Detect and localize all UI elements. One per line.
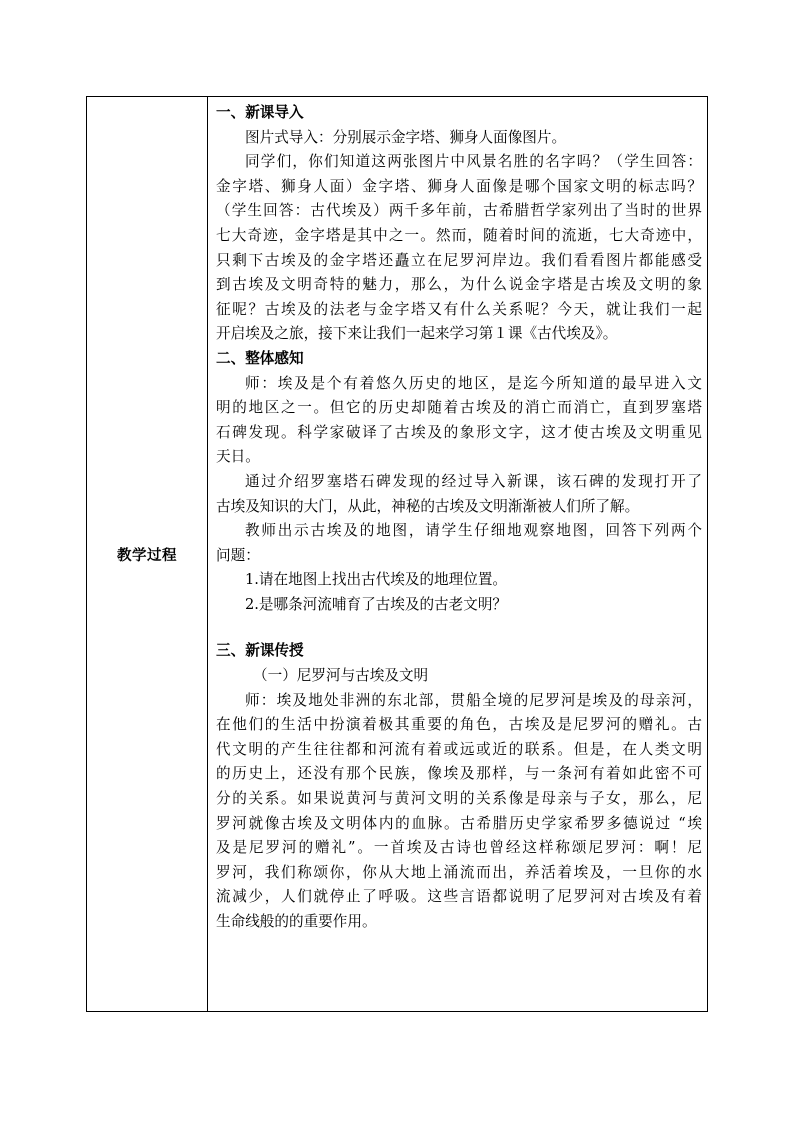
text-line: 师：埃及是个有着悠久历史的地区，是迄今所知道的最早进入文 — [245, 374, 702, 392]
text-line: 师：埃及地处非洲的东北部，贯船全境的尼罗河是埃及的母亲河， — [245, 691, 702, 709]
text-line: 生命线般的的重要作用。 — [216, 913, 377, 930]
column-divider — [207, 97, 208, 1011]
row-label-cell — [87, 97, 207, 1011]
text-line: 的历史上，还没有那个民族，像埃及那样，与一条河有着如此密不可 — [216, 765, 702, 783]
text-line: 通过介绍罗塞塔石碑发现的经过导入新课，该石碑的发现打开了 — [245, 472, 702, 490]
text-line: 到古埃及文明奇特的魅力，那么，为什么说金字塔是古埃及文明的象 — [216, 276, 702, 294]
text-line: 罗河就像古埃及文明体内的血脉。古希腊历史学家希罗多德说过 “埃 — [216, 814, 702, 832]
subsection-title: （一）尼罗河与古埃及文明 — [253, 667, 429, 685]
text-line: 问题： — [216, 546, 260, 564]
text-line: 只剩下古埃及的金字塔还矗立在尼罗河岸边。我们看看图片都能感受 — [216, 251, 702, 269]
text-line: 同学们，你们知道这两张图片中风景名胜的名字吗？（学生回答： — [245, 153, 702, 171]
text-line: 七大奇迹，金字塔是其中之一。然而，随着时间的流逝，七大奇迹中， — [216, 226, 702, 244]
text-line: 罗河，我们称颂你，你从大地上涌流而出，养活着埃及，一旦你的水 — [216, 863, 702, 881]
question-2: 2.是哪条河流哺育了古埃及的古老文明？ — [245, 595, 508, 613]
text-line: 开启埃及之旅，接下来让我们一起来学习第１课《古代埃及》。 — [216, 325, 618, 343]
row-label: 教学过程 — [117, 546, 177, 564]
text-line: 古埃及知识的大门，从此，神秘的古埃及文明渐渐被人们所了解。 — [216, 497, 640, 515]
text-line: 分的关系。如果说黄河与黄河文明的关系像是母亲与子女，那么，尼 — [216, 790, 702, 808]
text-line: 征呢？古埃及的法老与金字塔又有什么关系呢？今天，就让我们一起 — [216, 300, 702, 318]
text-line: 流减少，人们就停止了呼吸。这些言语都说明了尼罗河对古埃及有着 — [216, 888, 702, 906]
lesson-table — [86, 96, 708, 1012]
text-line: 及是尼罗河的赠礼”。一首埃及古诗也曾经这样称颂尼罗河：啊！尼 — [216, 839, 702, 857]
paragraph: 图片式导入：分别展示金字塔、狮身人面像图片。 — [245, 128, 567, 146]
question-1: 1.请在地图上找出古代埃及的地理位置。 — [245, 571, 508, 589]
section-heading-3: 三、新课传授 — [216, 642, 304, 660]
text-line: 石碑发现。科学家破译了古埃及的象形文字，这才使古埃及文明重见 — [216, 423, 702, 441]
text-line: （学生回答：古代埃及）两千多年前，古希腊哲学家列出了当时的世界 — [216, 202, 702, 220]
text-line: 在他们的生活中扮演着极其重要的角色，古埃及是尼罗河的赠礼。古 — [216, 716, 702, 734]
text-line: 天日。 — [216, 448, 260, 466]
text-line: 金字塔、狮身人面）金字塔、狮身人面像是哪个国家文明的标志吗？ — [216, 177, 702, 195]
section-heading-1: 一、新课导入 — [216, 104, 304, 121]
content-cell — [216, 101, 702, 935]
section-heading-2: 二、整体感知 — [216, 349, 304, 367]
blank-line — [216, 617, 702, 639]
text-line: 明的地区之一。但它的历史却随着古埃及的消亡而消亡，直到罗塞塔 — [216, 399, 702, 417]
text-line: 教师出示古埃及的地图，请学生仔细地观察地图，回答下列两个 — [245, 522, 702, 540]
text-line: 代文明的产生往往都和河流有着或远或近的联系。但是，在人类文明 — [216, 740, 702, 758]
